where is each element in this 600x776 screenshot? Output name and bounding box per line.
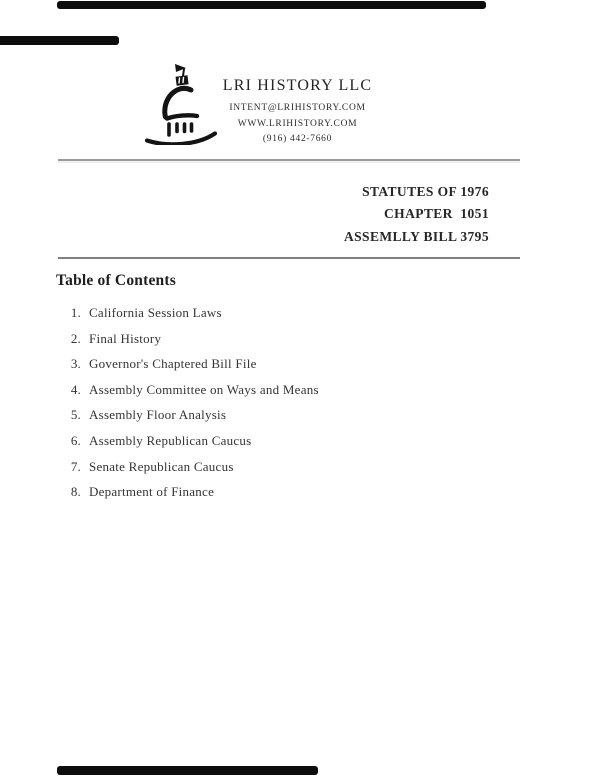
statutes-line: STATUTES OF 1976 [362,184,489,199]
divider-bottom [58,257,520,259]
toc-item-label: Assembly Republican Caucus [89,432,252,448]
toc-list [55,305,475,510]
chapter-line: CHAPTER 1051 [384,206,489,222]
toc-item-label: California Session Laws [89,305,222,320]
toc-item-label: Department of Finance [89,484,215,500]
toc-item-number: 7. [70,458,81,474]
company-name: LRI HISTORY LLC [222,77,373,94]
contact-website: WWW.LRIHISTORY.COM [237,118,358,129]
toc-item [55,484,475,500]
toc-item [55,459,475,475]
toc-item [55,407,475,423]
assembly-bill-line: ASSEMLLY BILL 3795 [343,228,489,244]
contact-email: INTENT@LRIHISTORY.COM [229,103,366,113]
toc-item [55,331,475,347]
toc-item-number: 8. [70,484,81,500]
contact-phone: (916) 442-7660 [262,134,333,144]
toc-item-number: 4. [70,381,81,397]
toc-item-number: 2. [70,330,81,346]
toc-item [55,305,475,321]
toc-item [55,382,475,398]
toc-item-number: 5. [70,407,81,423]
toc-title: Table of Contents [56,272,176,289]
toc-item-number: 6. [70,432,81,448]
toc-item-label: Assembly Committee on Ways and Means [89,381,319,397]
toc-item-number: 1. [70,305,81,320]
toc-item-number: 3. [70,356,81,372]
scan-artifact-bar-top [57,1,486,9]
toc-item-label: Assembly Floor Analysis [89,407,227,423]
toc-item [55,356,475,372]
scan-artifact-bar-bottom [57,766,318,775]
divider-top [58,159,520,161]
toc-item-label: Senate Republican Caucus [89,458,234,474]
letterhead [175,77,420,144]
toc-item [55,433,475,449]
bill-info-block [344,181,489,248]
toc-item-label: Governor's Chaptered Bill File [89,356,257,372]
scan-artifact-bar-left [0,36,119,45]
toc-item-label: Final History [89,330,162,346]
